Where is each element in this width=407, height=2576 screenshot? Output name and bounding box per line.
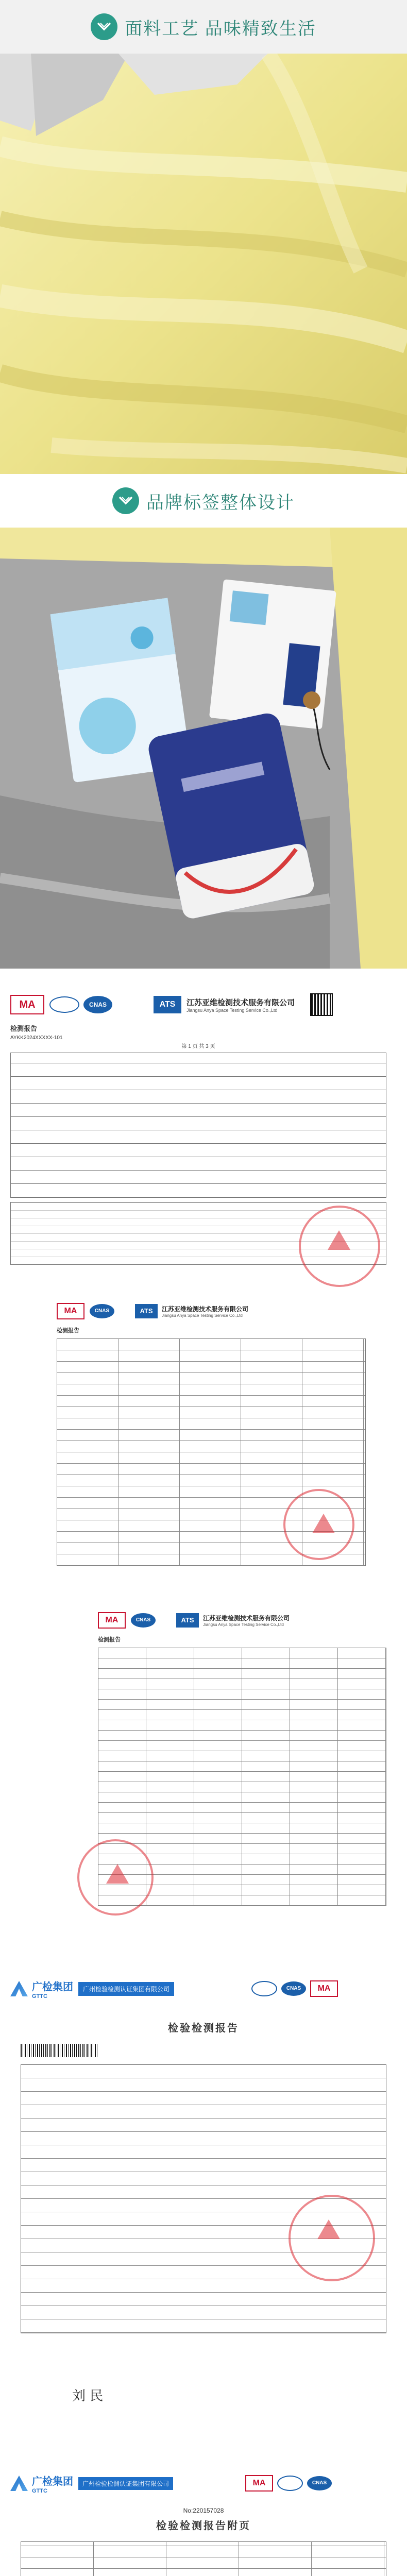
- gttc-logo-icon: [10, 2476, 28, 2491]
- org-name-cn: 江苏亚维检测技术服务有限公司: [186, 998, 295, 1007]
- appendix-report-number: No:220157028: [183, 2507, 224, 2514]
- yellow-fabric-photo: [0, 54, 407, 474]
- org-name-en: Jiangsu Anya Space Testing Service Co.,Ltd: [203, 1622, 284, 1627]
- gttc-header: [0, 2468, 407, 2499]
- gttc-report-section: [0, 1973, 407, 2468]
- report-title: 检测报告: [98, 1637, 121, 1643]
- ats-logo: ATS: [154, 996, 181, 1013]
- jiangsu-reports-section: [0, 969, 407, 1973]
- brand-tag-section: [0, 474, 407, 969]
- report-header: [57, 1298, 366, 1324]
- tag-icon: [112, 487, 139, 514]
- fabric-section: [0, 0, 407, 474]
- report-header: [10, 989, 386, 1020]
- report-table: [10, 1053, 386, 1198]
- qr-code: [310, 993, 333, 1016]
- gttc-appendix-section: [0, 2468, 407, 2576]
- brand-tag-section-title: 品牌标签整体设计: [146, 493, 295, 513]
- org-name-en: Jiangsu Anya Space Testing Service Co.,Ltd: [186, 1007, 278, 1013]
- barcode: [21, 2044, 98, 2057]
- ilac-logo: [49, 996, 79, 1013]
- report-title: 检测报告: [57, 1328, 79, 1334]
- gttc-brand-en: GTTC: [32, 1993, 47, 1999]
- gttc-brand: 广检集团: [32, 2476, 73, 2487]
- gttc-report-title: 检验检测报告: [168, 2023, 239, 2034]
- ma-logo: MA: [98, 1612, 126, 1629]
- ma-logo: MA: [10, 995, 44, 1014]
- fabric-icon: [91, 13, 117, 40]
- gttc-logo-icon: [10, 1981, 28, 1996]
- brand-tag-section-header: [0, 474, 407, 528]
- cnas-logo: CNAS: [307, 2476, 332, 2490]
- appendix-title: 检验检测报告附页: [156, 2520, 251, 2532]
- org-name-cn: 江苏亚维检测技术服务有限公司: [203, 1615, 290, 1622]
- red-seal-stamp: [299, 1206, 380, 1287]
- ma-logo: MA: [57, 1303, 84, 1319]
- fabric-section-header: [0, 0, 407, 54]
- ilac-logo: [251, 1981, 277, 1996]
- ma-logo: MA: [245, 2475, 273, 2492]
- fabric-section-title: 面料工艺 品味精致生活: [125, 19, 316, 39]
- ats-logo: ATS: [176, 1613, 199, 1628]
- report-header: [98, 1607, 386, 1633]
- red-seal-stamp: [289, 2195, 375, 2281]
- appendix-table: [21, 2541, 386, 2576]
- org-name-en: Jiangsu Anya Space Testing Service Co.,Ltd: [162, 1313, 243, 1318]
- test-report-page-1: [10, 989, 386, 1278]
- cnas-logo: CNAS: [281, 1981, 306, 1996]
- gttc-brand: 广检集团: [32, 1981, 73, 1993]
- ats-logo: ATS: [135, 1304, 158, 1318]
- red-seal-stamp: [77, 1839, 154, 1916]
- brand-tag-photo: [0, 528, 407, 969]
- gttc-header: [0, 1973, 407, 2004]
- signature: 刘 民: [72, 2388, 104, 2404]
- gttc-org-box: 广州检验检测认证集团有限公司: [78, 2477, 173, 2490]
- gttc-brand-en: GTTC: [32, 2487, 47, 2494]
- cnas-logo: CNAS: [90, 1304, 114, 1318]
- red-seal-stamp: [283, 1489, 354, 1560]
- test-report-page-3: [98, 1607, 386, 1917]
- ilac-logo: [277, 2476, 303, 2491]
- cnas-logo: CNAS: [83, 996, 112, 1013]
- report-title: 检测报告: [10, 1025, 38, 1032]
- report-number: AYKK2024XXXXX-101: [10, 1035, 63, 1041]
- test-report-page-2: [57, 1298, 366, 1587]
- gttc-org-box: 广州检验检测认证集团有限公司: [78, 1982, 174, 1996]
- cnas-logo: CNAS: [131, 1613, 156, 1628]
- org-name-cn: 江苏亚维检测技术服务有限公司: [162, 1306, 249, 1313]
- report-page-number: 第 1 页 共 3 页: [181, 1044, 215, 1049]
- ma-logo: MA: [310, 1980, 338, 1997]
